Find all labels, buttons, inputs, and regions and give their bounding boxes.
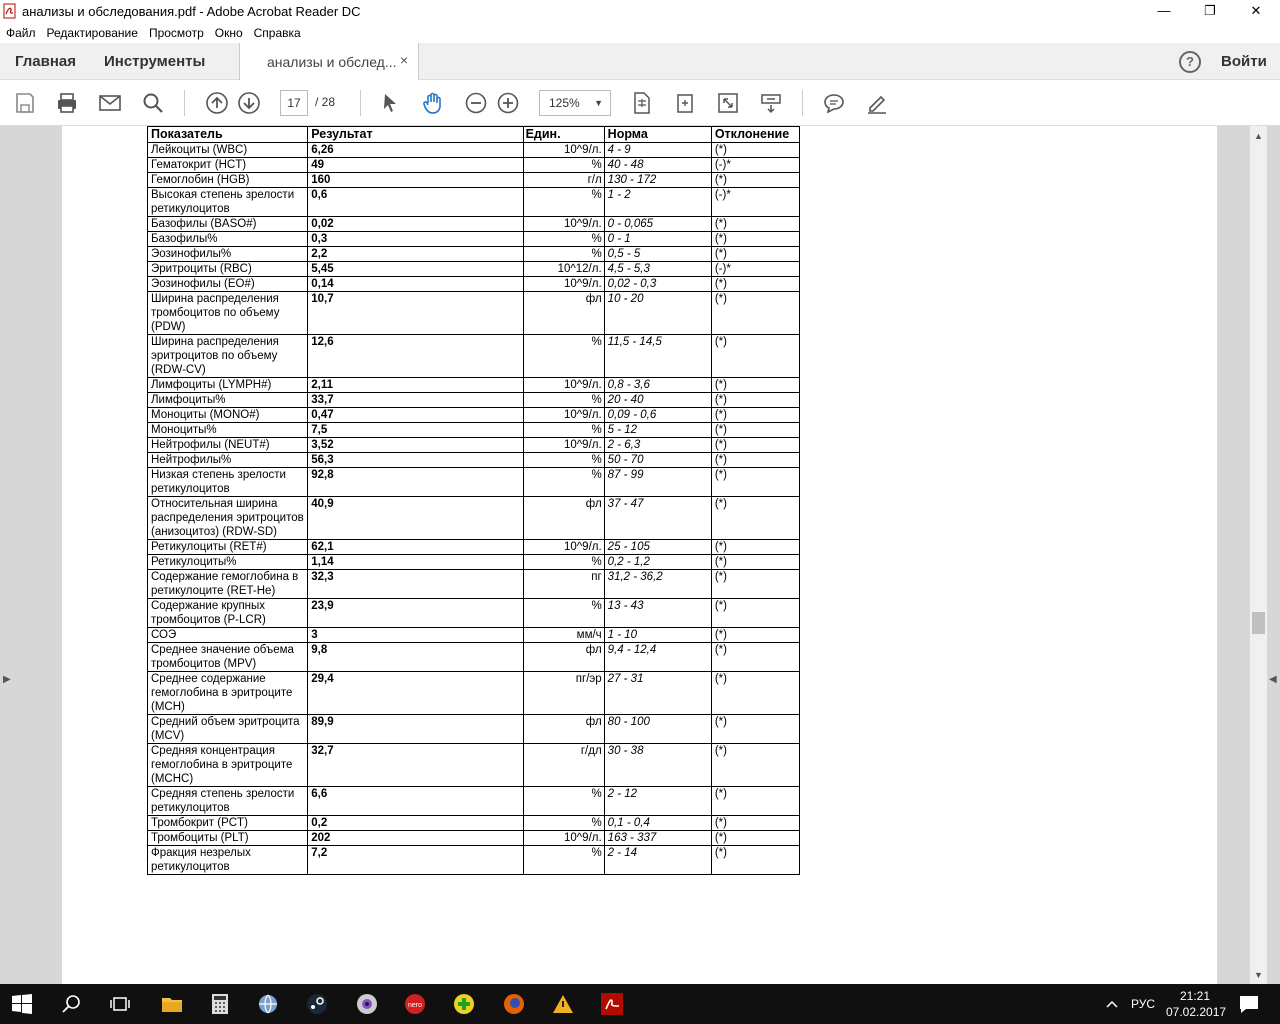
result-cell: 32,7 bbox=[308, 744, 523, 787]
indicator-cell: Тромбоциты (PLT) bbox=[148, 831, 308, 846]
unit-cell: % bbox=[523, 555, 604, 570]
windows-start-icon[interactable] bbox=[10, 992, 34, 1016]
firefox-icon[interactable] bbox=[502, 992, 526, 1016]
norm-cell: 2 - 12 bbox=[604, 787, 711, 816]
unit-cell: 10^9/л. bbox=[523, 277, 604, 292]
result-cell: 0,02 bbox=[308, 217, 523, 232]
menu-view[interactable]: Просмотр bbox=[148, 26, 204, 40]
table-row bbox=[148, 173, 800, 188]
result-cell: 2,2 bbox=[308, 247, 523, 262]
deviation-cell: (*) bbox=[711, 497, 799, 540]
indicator-cell: Эозинофилы (EO#) bbox=[148, 277, 308, 292]
result-cell: 6,6 bbox=[308, 787, 523, 816]
column-header: Результат bbox=[308, 127, 523, 143]
result-cell: 0,6 bbox=[308, 188, 523, 217]
notifications-icon[interactable] bbox=[1237, 992, 1261, 1016]
norm-cell: 0,1 - 0,4 bbox=[604, 816, 711, 831]
indicator-cell: Низкая степень зрелости ретикулоцитов bbox=[148, 468, 308, 497]
scrollbar-thumb[interactable] bbox=[1252, 612, 1265, 634]
indicator-cell: Содержание гемоглобина в ретикулоците (RET-He) bbox=[148, 570, 308, 599]
calculator-icon[interactable] bbox=[208, 992, 232, 1016]
indicator-cell: Ширина распределения эритроцитов по объему (RDW-CV) bbox=[148, 335, 308, 378]
table-row bbox=[148, 672, 800, 715]
table-row bbox=[148, 393, 800, 408]
indicator-cell: Ретикулоциты% bbox=[148, 555, 308, 570]
result-cell: 62,1 bbox=[308, 540, 523, 555]
deviation-cell: (*) bbox=[711, 715, 799, 744]
norm-cell: 4,5 - 5,3 bbox=[604, 262, 711, 277]
menu-file[interactable]: Файл bbox=[6, 26, 36, 40]
table-row bbox=[148, 247, 800, 262]
norm-cell: 10 - 20 bbox=[604, 292, 711, 335]
deviation-cell: (*) bbox=[711, 570, 799, 599]
unit-cell: пг/эр bbox=[523, 672, 604, 715]
unit-cell: 10^9/л. bbox=[523, 540, 604, 555]
table-row bbox=[148, 335, 800, 378]
indicator-cell: Эозинофилы% bbox=[148, 247, 308, 262]
norm-cell: 30 - 38 bbox=[604, 744, 711, 787]
indicator-cell: Ретикулоциты (RET#) bbox=[148, 540, 308, 555]
chevron-down-icon: ▼ bbox=[594, 98, 603, 108]
indicator-cell: Средний объем эритроцита (MCV) bbox=[148, 715, 308, 744]
acrobat-pdf-icon bbox=[2, 3, 18, 19]
result-cell: 0,3 bbox=[308, 232, 523, 247]
table-row bbox=[148, 715, 800, 744]
result-cell: 3 bbox=[308, 628, 523, 643]
pdf-page bbox=[62, 126, 1217, 984]
document-tab-label: анализы и обслед... bbox=[267, 54, 397, 70]
menu-help[interactable]: Справка bbox=[253, 26, 301, 40]
column-header: Един. bbox=[523, 127, 604, 143]
result-cell: 2,11 bbox=[308, 378, 523, 393]
deviation-cell: (*) bbox=[711, 643, 799, 672]
norm-cell: 27 - 31 bbox=[604, 672, 711, 715]
norm-cell: 13 - 43 bbox=[604, 599, 711, 628]
unit-cell: % bbox=[523, 816, 604, 831]
table-row bbox=[148, 468, 800, 497]
deviation-cell: (*) bbox=[711, 628, 799, 643]
indicator-cell: Моноциты% bbox=[148, 423, 308, 438]
scroll-mode-icon[interactable] bbox=[759, 91, 783, 115]
norm-cell: 0,09 - 0,6 bbox=[604, 408, 711, 423]
input-language[interactable]: РУС bbox=[1131, 997, 1156, 1011]
norm-cell: 20 - 40 bbox=[604, 393, 711, 408]
norm-cell: 163 - 337 bbox=[604, 831, 711, 846]
norm-cell: 0 - 0,065 bbox=[604, 217, 711, 232]
norm-cell: 0,2 - 1,2 bbox=[604, 555, 711, 570]
table-row bbox=[148, 831, 800, 846]
close-window-button[interactable]: ✕ bbox=[1250, 3, 1262, 18]
tab-bar bbox=[0, 43, 1280, 80]
acrobat-taskbar-icon[interactable] bbox=[600, 992, 624, 1016]
indicator-cell: Средняя концентрация гемоглобина в эритроците (MCHC) bbox=[148, 744, 308, 787]
norm-cell: 9,4 - 12,4 bbox=[604, 643, 711, 672]
norm-cell: 80 - 100 bbox=[604, 715, 711, 744]
norm-cell: 0,5 - 5 bbox=[604, 247, 711, 262]
unit-cell: % bbox=[523, 599, 604, 628]
deviation-cell: (*) bbox=[711, 217, 799, 232]
norm-cell: 0,8 - 3,6 bbox=[604, 378, 711, 393]
tab-document[interactable] bbox=[239, 43, 419, 80]
close-tab-icon[interactable]: × bbox=[400, 52, 409, 68]
select-cursor-icon[interactable] bbox=[378, 91, 402, 115]
result-cell: 40,9 bbox=[308, 497, 523, 540]
chevron-up-icon[interactable] bbox=[1104, 996, 1120, 1012]
toolbar bbox=[0, 80, 1280, 126]
result-cell: 0,14 bbox=[308, 277, 523, 292]
table-row bbox=[148, 277, 800, 292]
result-cell: 56,3 bbox=[308, 453, 523, 468]
zoom-out-icon[interactable] bbox=[464, 91, 488, 115]
right-panel-toggle-icon[interactable]: ◀ bbox=[1269, 674, 1277, 685]
norm-cell: 11,5 - 14,5 bbox=[604, 335, 711, 378]
deviation-cell: (*) bbox=[711, 247, 799, 262]
windows-taskbar bbox=[0, 984, 1280, 1024]
unit-cell: фл bbox=[523, 643, 604, 672]
norm-cell: 2 - 14 bbox=[604, 846, 711, 875]
lab-results-table bbox=[147, 126, 800, 875]
help-icon[interactable]: ? bbox=[1179, 51, 1201, 73]
result-cell: 0,47 bbox=[308, 408, 523, 423]
comment-icon[interactable] bbox=[822, 91, 846, 115]
unit-cell: фл bbox=[523, 497, 604, 540]
indicator-cell: Фракция незрелых ретикулоцитов bbox=[148, 846, 308, 875]
column-header: Показатель bbox=[148, 127, 308, 143]
tab-tools[interactable]: Инструменты bbox=[104, 53, 206, 70]
menu-window[interactable]: Окно bbox=[214, 26, 243, 40]
result-cell: 9,8 bbox=[308, 643, 523, 672]
result-cell: 49 bbox=[308, 158, 523, 173]
zoom-value: 125% bbox=[549, 96, 580, 110]
unit-cell: фл bbox=[523, 715, 604, 744]
unit-cell: % bbox=[523, 453, 604, 468]
result-cell: 89,9 bbox=[308, 715, 523, 744]
table-row bbox=[148, 292, 800, 335]
table-header-row bbox=[148, 127, 800, 143]
vertical-scrollbar[interactable] bbox=[1250, 126, 1267, 984]
menu-edit[interactable]: Редактирование bbox=[46, 26, 138, 40]
unit-cell: мм/ч bbox=[523, 628, 604, 643]
table-row bbox=[148, 143, 800, 158]
unit-cell: % bbox=[523, 423, 604, 438]
indicator-cell: Относительная ширина распределения эритроцитов (анизоцитоз) (RDW-SD) bbox=[148, 497, 308, 540]
deviation-cell: (*) bbox=[711, 173, 799, 188]
zoom-dropdown[interactable] bbox=[539, 90, 611, 116]
title-bar bbox=[0, 0, 1280, 23]
maximize-button[interactable]: ❐ bbox=[1204, 3, 1216, 18]
norm-cell: 1 - 10 bbox=[604, 628, 711, 643]
unit-cell: 10^9/л. bbox=[523, 217, 604, 232]
table-row bbox=[148, 643, 800, 672]
deviation-cell: (*) bbox=[711, 277, 799, 292]
table-row bbox=[148, 378, 800, 393]
norm-cell: 37 - 47 bbox=[604, 497, 711, 540]
task-view-icon[interactable] bbox=[108, 992, 132, 1016]
print-icon[interactable] bbox=[55, 91, 79, 115]
deviation-cell: (*) bbox=[711, 438, 799, 453]
left-panel-toggle-icon[interactable]: ▶ bbox=[3, 674, 11, 685]
deviation-cell: (-)* bbox=[711, 262, 799, 277]
table-row bbox=[148, 599, 800, 628]
unit-cell: % bbox=[523, 846, 604, 875]
deviation-cell: (*) bbox=[711, 744, 799, 787]
table-row bbox=[148, 232, 800, 247]
highlight-pen-icon[interactable] bbox=[865, 91, 889, 115]
result-cell: 3,52 bbox=[308, 438, 523, 453]
indicator-cell: Эритроциты (RBC) bbox=[148, 262, 308, 277]
clock-date: 07.02.2017 bbox=[1166, 1005, 1227, 1019]
deviation-cell: (*) bbox=[711, 672, 799, 715]
unit-cell: фл bbox=[523, 292, 604, 335]
unit-cell: 10^9/л. bbox=[523, 378, 604, 393]
table-row bbox=[148, 497, 800, 540]
result-cell: 92,8 bbox=[308, 468, 523, 497]
deviation-cell: (*) bbox=[711, 846, 799, 875]
table-row bbox=[148, 570, 800, 599]
previous-page-icon[interactable] bbox=[205, 91, 229, 115]
result-cell: 23,9 bbox=[308, 599, 523, 628]
norm-cell: 87 - 99 bbox=[604, 468, 711, 497]
deviation-cell: (*) bbox=[711, 393, 799, 408]
unit-cell: % bbox=[523, 335, 604, 378]
table-row bbox=[148, 408, 800, 423]
table-row bbox=[148, 217, 800, 232]
deviation-cell: (*) bbox=[711, 292, 799, 335]
warning-triangle-app-icon[interactable] bbox=[551, 992, 575, 1016]
norm-cell: 2 - 6,3 bbox=[604, 438, 711, 453]
tab-home[interactable]: Главная bbox=[15, 53, 77, 70]
deviation-cell: (-)* bbox=[711, 158, 799, 173]
indicator-cell: Лимфоциты% bbox=[148, 393, 308, 408]
norm-cell: 130 - 172 bbox=[604, 173, 711, 188]
green-plus-app-icon[interactable] bbox=[452, 992, 476, 1016]
indicator-cell: Тромбокрит (PCT) bbox=[148, 816, 308, 831]
column-header: Норма bbox=[604, 127, 711, 143]
save-icon[interactable] bbox=[13, 91, 37, 115]
deviation-cell: (*) bbox=[711, 540, 799, 555]
indicator-cell: Моноциты (MONO#) bbox=[148, 408, 308, 423]
clock-time: 21:21 bbox=[1179, 989, 1211, 1003]
email-icon[interactable] bbox=[98, 91, 122, 115]
norm-cell: 1 - 2 bbox=[604, 188, 711, 217]
unit-cell: 10^9/л. bbox=[523, 143, 604, 158]
indicator-cell: Содержание крупных тромбоцитов (P-LCR) bbox=[148, 599, 308, 628]
norm-cell: 4 - 9 bbox=[604, 143, 711, 158]
fit-page-icon[interactable] bbox=[630, 91, 654, 115]
result-cell: 1,14 bbox=[308, 555, 523, 570]
deviation-cell: (*) bbox=[711, 232, 799, 247]
indicator-cell: Гематокрит (HCT) bbox=[148, 158, 308, 173]
next-page-icon[interactable] bbox=[237, 91, 261, 115]
indicator-cell: Ширина распределения тромбоцитов по объему (PDW) bbox=[148, 292, 308, 335]
table-row bbox=[148, 628, 800, 643]
media-player-disc-icon[interactable] bbox=[355, 992, 379, 1016]
norm-cell: 40 - 48 bbox=[604, 158, 711, 173]
unit-cell: 10^9/л. bbox=[523, 831, 604, 846]
document-area bbox=[0, 126, 1280, 984]
deviation-cell: (*) bbox=[711, 408, 799, 423]
deviation-cell: (*) bbox=[711, 423, 799, 438]
indicator-cell: Нейтрофилы% bbox=[148, 453, 308, 468]
deviation-cell: (*) bbox=[711, 468, 799, 497]
unit-cell: 10^9/л. bbox=[523, 408, 604, 423]
unit-cell: пг bbox=[523, 570, 604, 599]
system-clock[interactable] bbox=[1166, 988, 1227, 1020]
toolbar-separator bbox=[360, 90, 361, 116]
page-number-input[interactable]: 17 bbox=[280, 90, 308, 116]
minimize-button[interactable]: — bbox=[1157, 3, 1171, 18]
norm-cell: 31,2 - 36,2 bbox=[604, 570, 711, 599]
unit-cell: г/л bbox=[523, 173, 604, 188]
norm-cell: 50 - 70 bbox=[604, 453, 711, 468]
deviation-cell: (*) bbox=[711, 143, 799, 158]
svg-text:nero: nero bbox=[407, 1002, 423, 1009]
search-icon[interactable] bbox=[60, 992, 84, 1016]
indicator-cell: Нейтрофилы (NEUT#) bbox=[148, 438, 308, 453]
deviation-cell: (*) bbox=[711, 378, 799, 393]
result-cell: 202 bbox=[308, 831, 523, 846]
window-title: анализы и обследования.pdf - Adobe Acrobat Reader DC bbox=[22, 4, 361, 19]
indicator-cell: Гемоглобин (HGB) bbox=[148, 173, 308, 188]
table-row bbox=[148, 438, 800, 453]
unit-cell: % bbox=[523, 158, 604, 173]
indicator-cell: СОЭ bbox=[148, 628, 308, 643]
deviation-cell: (*) bbox=[711, 599, 799, 628]
result-cell: 5,45 bbox=[308, 262, 523, 277]
file-explorer-icon[interactable] bbox=[160, 992, 184, 1016]
toolbar-separator bbox=[802, 90, 803, 116]
menu-bar bbox=[0, 23, 1280, 43]
indicator-cell: Среднее значение объема тромбоцитов (MPV) bbox=[148, 643, 308, 672]
search-icon[interactable] bbox=[141, 91, 165, 115]
table-row bbox=[148, 846, 800, 875]
unit-cell: % bbox=[523, 232, 604, 247]
table-row bbox=[148, 262, 800, 277]
deviation-cell: (*) bbox=[711, 453, 799, 468]
nero-icon[interactable] bbox=[403, 992, 427, 1016]
unit-cell: % bbox=[523, 188, 604, 217]
steam-icon[interactable] bbox=[305, 992, 329, 1016]
norm-cell: 25 - 105 bbox=[604, 540, 711, 555]
unit-cell: 10^12/л. bbox=[523, 262, 604, 277]
full-screen-icon[interactable] bbox=[716, 91, 740, 115]
browser-globe-icon[interactable] bbox=[256, 992, 280, 1016]
deviation-cell: (*) bbox=[711, 555, 799, 570]
result-cell: 12,6 bbox=[308, 335, 523, 378]
rotate-page-icon[interactable] bbox=[673, 91, 697, 115]
indicator-cell: Лейкоциты (WBC) bbox=[148, 143, 308, 158]
norm-cell: 0 - 1 bbox=[604, 232, 711, 247]
result-cell: 10,7 bbox=[308, 292, 523, 335]
norm-cell: 5 - 12 bbox=[604, 423, 711, 438]
result-cell: 6,26 bbox=[308, 143, 523, 158]
indicator-cell: Лимфоциты (LYMPH#) bbox=[148, 378, 308, 393]
deviation-cell: (*) bbox=[711, 787, 799, 816]
deviation-cell: (-)* bbox=[711, 188, 799, 217]
result-cell: 0,2 bbox=[308, 816, 523, 831]
table-row bbox=[148, 787, 800, 816]
result-cell: 7,2 bbox=[308, 846, 523, 875]
table-row bbox=[148, 423, 800, 438]
toolbar-separator bbox=[184, 90, 185, 116]
table-row bbox=[148, 188, 800, 217]
deviation-cell: (*) bbox=[711, 831, 799, 846]
indicator-cell: Среднее содержание гемоглобина в эритроците (MCH) bbox=[148, 672, 308, 715]
table-row bbox=[148, 540, 800, 555]
unit-cell: % bbox=[523, 393, 604, 408]
norm-cell: 0,02 - 0,3 bbox=[604, 277, 711, 292]
result-cell: 160 bbox=[308, 173, 523, 188]
unit-cell: % bbox=[523, 247, 604, 262]
deviation-cell: (*) bbox=[711, 816, 799, 831]
table-row bbox=[148, 158, 800, 173]
zoom-in-icon[interactable] bbox=[496, 91, 520, 115]
unit-cell: г/дл bbox=[523, 744, 604, 787]
table-row bbox=[148, 744, 800, 787]
result-cell: 33,7 bbox=[308, 393, 523, 408]
result-cell: 7,5 bbox=[308, 423, 523, 438]
result-cell: 32,3 bbox=[308, 570, 523, 599]
indicator-cell: Базофилы (BASO#) bbox=[148, 217, 308, 232]
unit-cell: 10^9/л. bbox=[523, 438, 604, 453]
indicator-cell: Базофилы% bbox=[148, 232, 308, 247]
table-row bbox=[148, 555, 800, 570]
result-cell: 29,4 bbox=[308, 672, 523, 715]
sign-in-button[interactable]: Войти bbox=[1221, 53, 1267, 70]
indicator-cell: Высокая степень зрелости ретикулоцитов bbox=[148, 188, 308, 217]
page-total: / 28 bbox=[315, 95, 336, 109]
scroll-down-icon[interactable]: ▼ bbox=[1254, 970, 1263, 980]
table-row bbox=[148, 816, 800, 831]
indicator-cell: Средняя степень зрелости ретикулоцитов bbox=[148, 787, 308, 816]
unit-cell: % bbox=[523, 468, 604, 497]
hand-tool-icon[interactable] bbox=[421, 91, 445, 115]
column-header: Отклонение bbox=[711, 127, 799, 143]
deviation-cell: (*) bbox=[711, 335, 799, 378]
scroll-up-icon[interactable]: ▲ bbox=[1254, 131, 1263, 141]
unit-cell: % bbox=[523, 787, 604, 816]
table-row bbox=[148, 453, 800, 468]
